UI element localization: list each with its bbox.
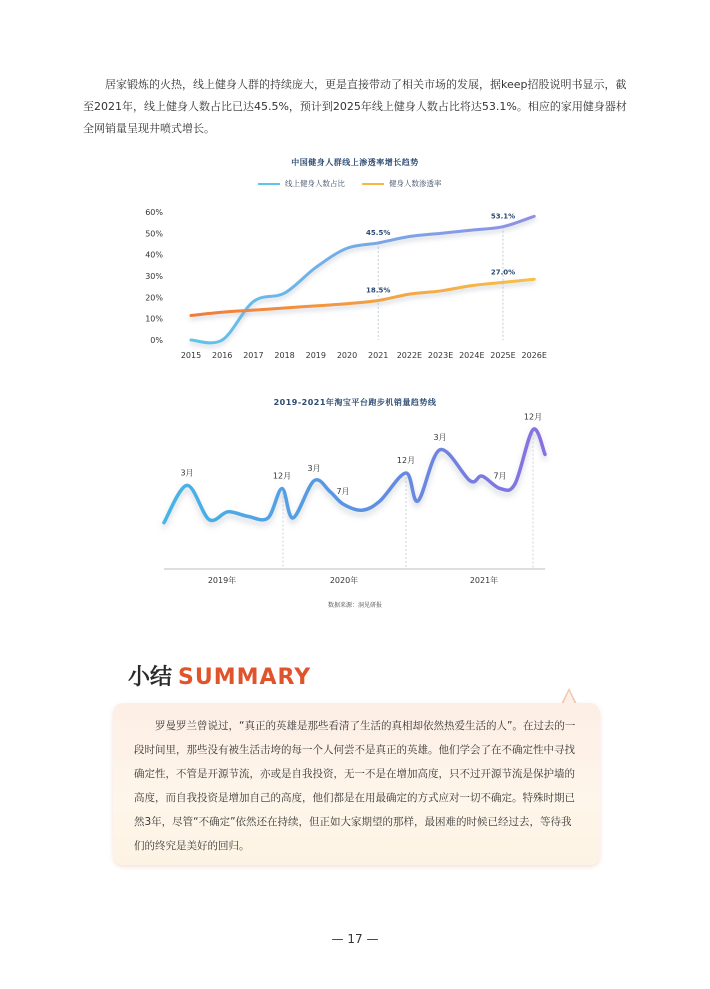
legend-label-penetration: 健身人数渗透率 bbox=[389, 179, 442, 188]
month-annotation: 3月 bbox=[433, 432, 447, 442]
month-annotation: 12月 bbox=[523, 412, 543, 422]
y-tick-label: 50% bbox=[145, 229, 163, 239]
summary-notch-inner bbox=[563, 691, 575, 704]
summary-title-cn: 小结 bbox=[128, 665, 173, 690]
y-tick-label: 30% bbox=[145, 272, 163, 281]
x-tick-label: 2018 bbox=[274, 351, 295, 360]
y-tick-label: 40% bbox=[145, 250, 163, 260]
x-tick-label: 2023E bbox=[427, 351, 454, 360]
y-tick-label: 60% bbox=[145, 208, 163, 217]
month-annotation: 3月 bbox=[307, 463, 321, 473]
x-tick-label: 2024E bbox=[459, 351, 485, 360]
x-tick-label: 2021 bbox=[368, 351, 389, 360]
month-annotation: 12月 bbox=[272, 471, 292, 481]
y-tick-label: 0% bbox=[150, 336, 163, 345]
x-tick-label: 2026E bbox=[521, 351, 547, 360]
page-number: — 17 — bbox=[331, 932, 379, 946]
y-tick-label: 10% bbox=[145, 314, 163, 324]
year-label: 2020年 bbox=[329, 576, 359, 585]
summary-title bbox=[128, 660, 311, 691]
month-annotation: 7月 bbox=[336, 487, 350, 496]
legend-label-online: 线上健身人数占比 bbox=[285, 179, 345, 188]
summary-title-en: SUMMARY bbox=[178, 665, 312, 690]
x-tick-label: 2025E bbox=[490, 351, 516, 360]
y-tick-label: 20% bbox=[145, 293, 163, 303]
month-annotation: 3月 bbox=[180, 468, 194, 478]
x-tick-label: 2020 bbox=[336, 351, 358, 360]
data-source: 数据来源：洞见研报 bbox=[327, 602, 382, 609]
intro-paragraph: 居家锻炼的火热，线上健身人群的持续庞大，更是直接带动了相关市场的发展，据keep招股说明书显示，截至2021年，线上健身人数占比已达45.5%，预计到2025年线上健身人数占比将达53.1%。相应的家用健身器材全网销量呈现井喷式增长。 bbox=[83, 78, 627, 135]
series-line-treadmill bbox=[164, 429, 545, 523]
data-label: 45.5% bbox=[366, 228, 391, 237]
data-label: 27.0% bbox=[490, 268, 516, 277]
month-annotation: 7月 bbox=[493, 471, 507, 481]
month-annotation: 12月 bbox=[396, 456, 416, 465]
chart2-title: 2019-2021年淘宝平台跑步机销量趋势线 bbox=[273, 398, 437, 407]
x-tick-label: 2019 bbox=[305, 351, 326, 360]
x-tick-label: 2016 bbox=[212, 351, 233, 360]
data-label: 53.1% bbox=[490, 212, 516, 221]
year-label: 2021年 bbox=[469, 576, 499, 585]
year-label: 2019年 bbox=[207, 576, 237, 585]
summary-text: 罗曼罗兰曾说过，“真正的英雄是那些看清了生活的真相却依然热爱生活的人”。在过去的一段时间里，那些没有被生活击垮的每一个人何尝不是真正的英雄。他们学会了在不确定性中寻找确定性，不管是开源节流，亦或是自我投资，无一不是在增加高度，只不过开源节流是保护墙的高度，而自我投资是增加自己的高度，他们都是在用最确定的方式应对一切不确定。特殊时期已然3年，尽管“不确定”依然还在持续，但正如大家期望的那样，最困难的时候已经过去，等待我们的终究是美好的回归。 bbox=[134, 720, 576, 852]
x-tick-label: 2022E bbox=[396, 351, 423, 360]
data-label: 18.5% bbox=[366, 286, 391, 295]
x-tick-label: 2017 bbox=[243, 351, 264, 360]
chart1-title: 中国健身人群线上渗透率增长趋势 bbox=[291, 158, 419, 167]
x-tick-label: 2015 bbox=[180, 351, 202, 360]
